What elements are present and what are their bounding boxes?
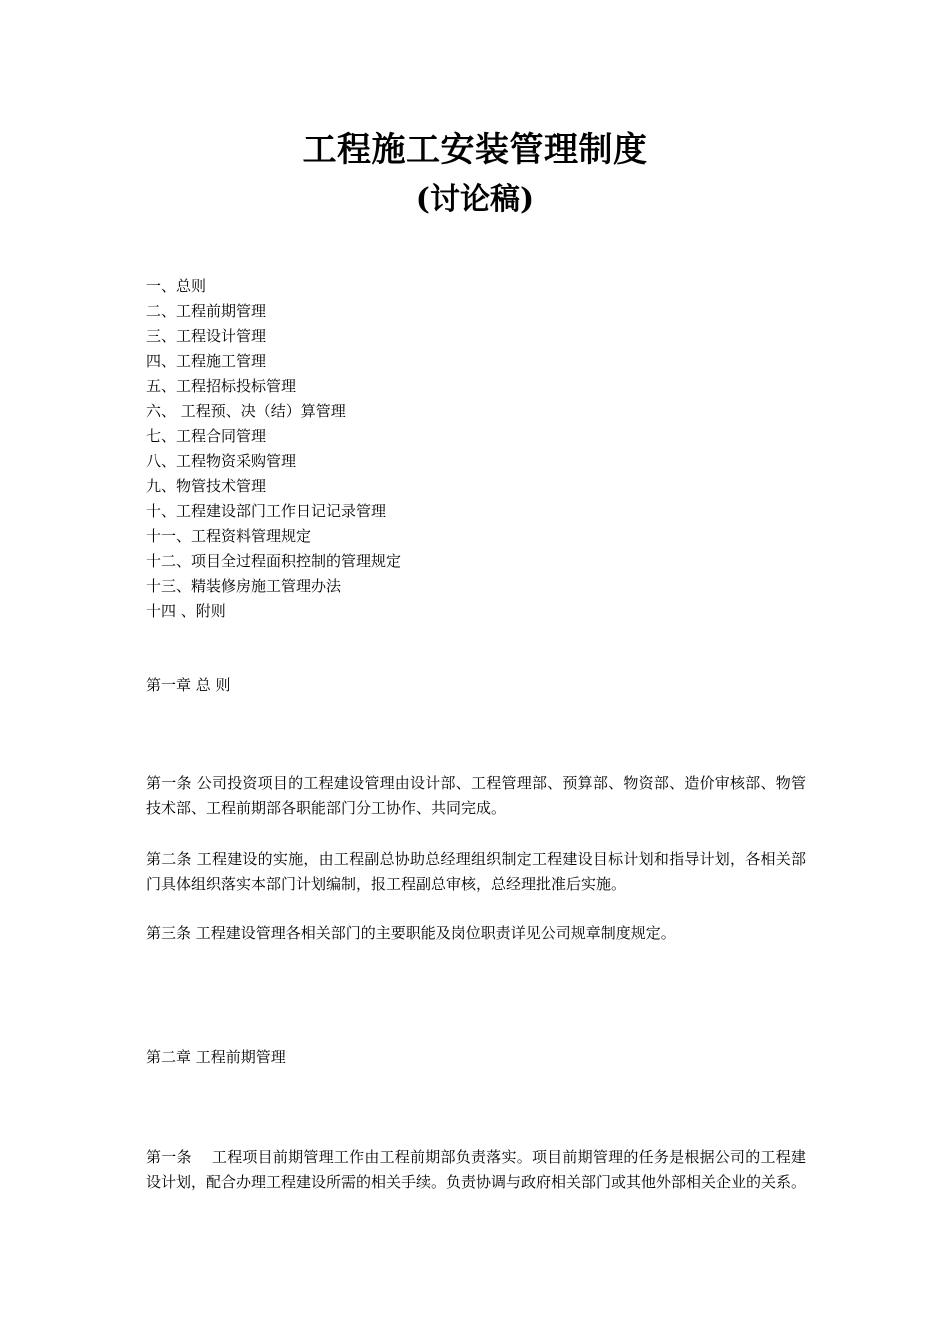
document-subtitle: (讨论稿) bbox=[415, 182, 535, 217]
toc-item: 十一、工程资料管理规定 bbox=[146, 527, 312, 545]
chapter-1-article-2: 第二条 工程建设的实施，由工程副总协助总经理组织制定工程建设目标计划和指导计划，各相关部门具体组织落实本部门计划编制，报工程副总审核，总经理批准后实施。 bbox=[146, 850, 806, 893]
chapter-1-article-3: 第三条 工程建设管理各相关部门的主要职能及岗位职责详见公司规章制度规定。 bbox=[146, 924, 676, 942]
toc-item: 八、工程物资采购管理 bbox=[146, 452, 297, 470]
toc-item: 六、 工程预、决（结）算管理 bbox=[146, 402, 346, 420]
toc-item: 九、物管技术管理 bbox=[146, 477, 267, 495]
toc-item: 二、工程前期管理 bbox=[146, 302, 267, 320]
toc-item: 十四 、附则 bbox=[146, 602, 226, 620]
chapter-2-article-1: 第一条 工程项目前期管理工作由工程前期部负责落实。项目前期管理的任务是根据公司的工程建设计划，配合办理工程建设所需的相关手续。负责协调与政府相关部门或其他外部相关企业的关系。 bbox=[146, 1148, 807, 1191]
document-title: 工程施工安装管理制度 bbox=[302, 130, 648, 170]
chapter-1-article-1: 第一条 公司投资项目的工程建设管理由设计部、工程管理部、预算部、物资部、造价审核部、物管技术部、工程前期部各职能部门分工协作、共同完成。 bbox=[146, 774, 806, 817]
table-of-contents bbox=[146, 274, 401, 624]
toc-item: 一、总则 bbox=[146, 277, 207, 295]
toc-item: 七、工程合同管理 bbox=[146, 427, 267, 445]
toc-item: 十二、项目全过程面积控制的管理规定 bbox=[146, 552, 402, 570]
toc-item: 三、工程设计管理 bbox=[146, 327, 267, 345]
toc-item: 十三、精装修房施工管理办法 bbox=[146, 577, 342, 595]
toc-item: 四、工程施工管理 bbox=[146, 352, 267, 370]
chapter-1-heading: 第一章 总 则 bbox=[146, 676, 231, 694]
chapter-2-heading: 第二章 工程前期管理 bbox=[146, 1048, 286, 1066]
toc-item: 十、工程建设部门工作日记记录管理 bbox=[146, 502, 387, 520]
toc-item: 五、工程招标投标管理 bbox=[146, 377, 297, 395]
